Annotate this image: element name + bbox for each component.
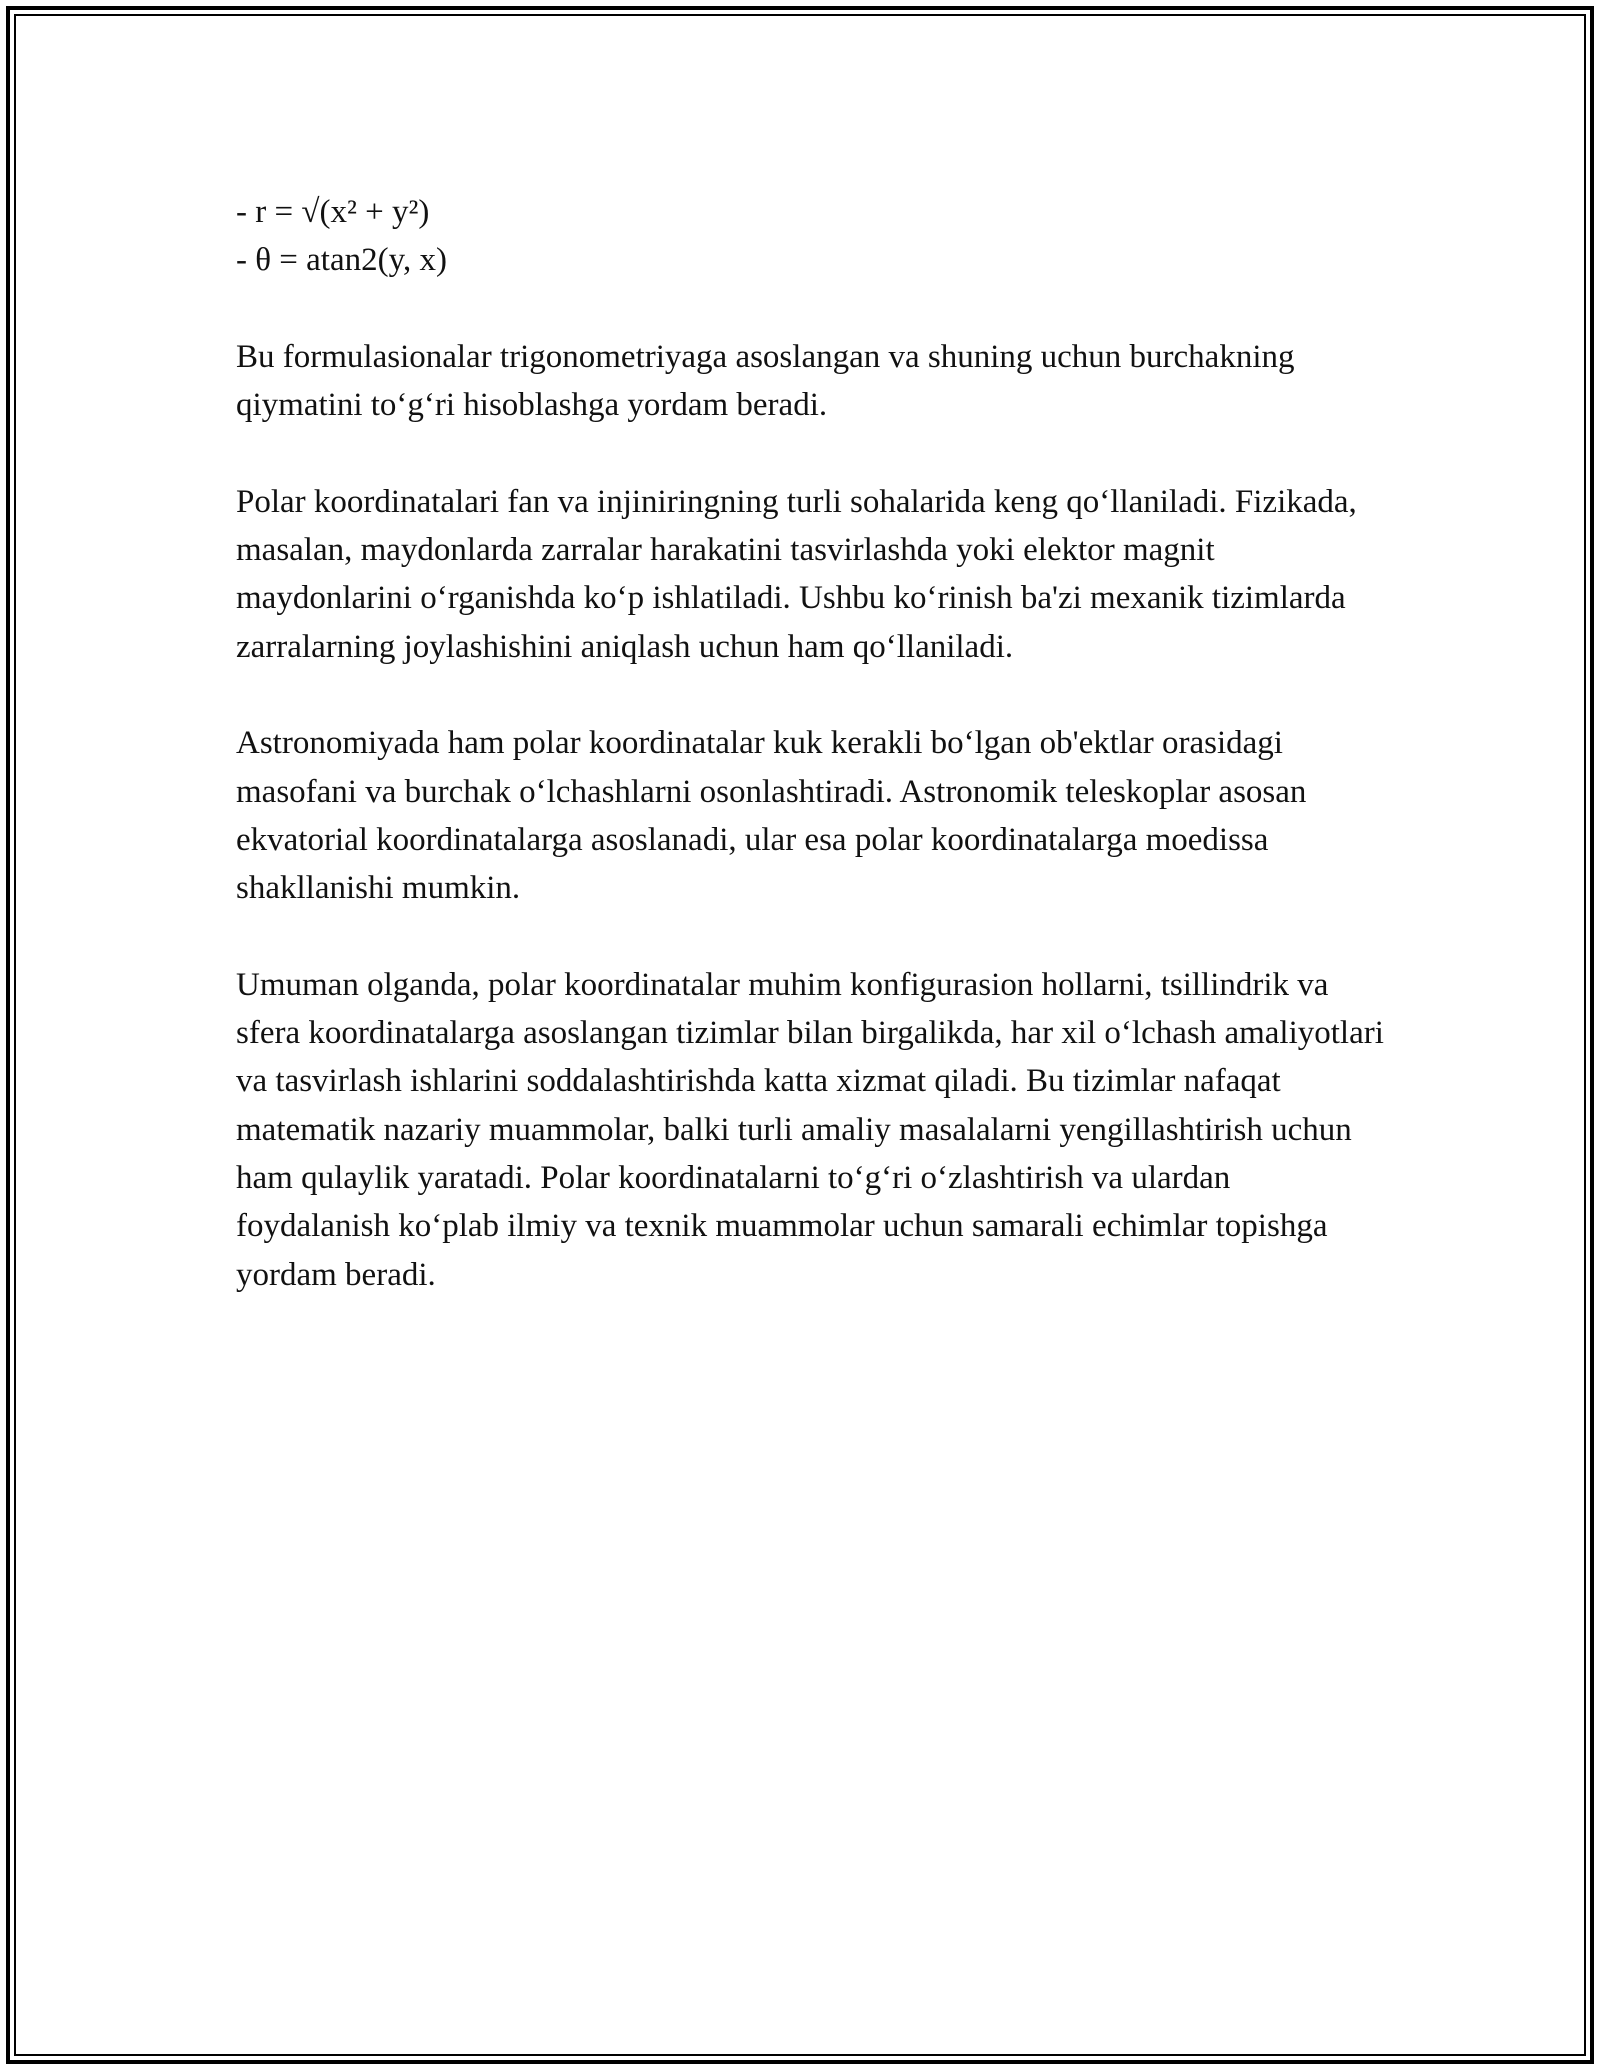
paragraph-applications: Polar koordinatalari fan va injiniringning turli sohalarida keng qo‘llaniladi. Fizikada, masalan, maydonlarda zarralar harakatini tasvirlashda yoki elektor magnit maydonlarini o‘rganishda ko‘p ishlatiladi. Ushbu ko‘rinish ba'zi mexanik tizimlarda zarralarning joylashishini aniqlash uchun ham qo‘llaniladi. xyxy=(236,483,1357,665)
formula-block xyxy=(236,188,1386,285)
paragraph-trigonometry: Bu formulasionalar trigonometriyaga asoslangan va shuning uchun burchakning qiymatini to‘g‘ri hisoblashga yordam beradi. xyxy=(236,338,1295,424)
paragraph-astronomy: Astronomiyada ham polar koordinatalar kuk kerakli bo‘lgan ob'ektlar orasidagi masofani va burchak o‘lchashlarni osonlashtiradi. Astronomik teleskoplar asosan ekvatorial koordinatalarga asoslanadi, ular esa polar koordinatalarga moedissa shakllanishi mumkin. xyxy=(236,725,1307,907)
document-body xyxy=(236,188,1386,1347)
paragraph-conclusion: Umuman olganda, polar koordinatalar muhim konfigurasion hollarni, tsillindrik va sfera koordinatalarga asoslangan tizimlar bilan birgalikda, har xil o‘lchash amaliyotlari va tasvirlash ishlarini soddalashtirishda katta xizmat qiladi. Bu tizimlar nafaqat matematik nazariy muammolar, balki turli amaliy masalalarni yengillashtirish uchun ham qulaylik yaratadi. Polar koordinatalarni to‘g‘ri o‘zlashtirish va ulardan foydalanish ko‘plab ilmiy va texnik muammolar uchun samarali echimlar topishga yordam beradi. xyxy=(236,966,1384,1293)
formula-radius: - r = √(x² + y²) xyxy=(236,194,430,230)
formula-angle: - θ = atan2(y, x) xyxy=(236,242,447,279)
